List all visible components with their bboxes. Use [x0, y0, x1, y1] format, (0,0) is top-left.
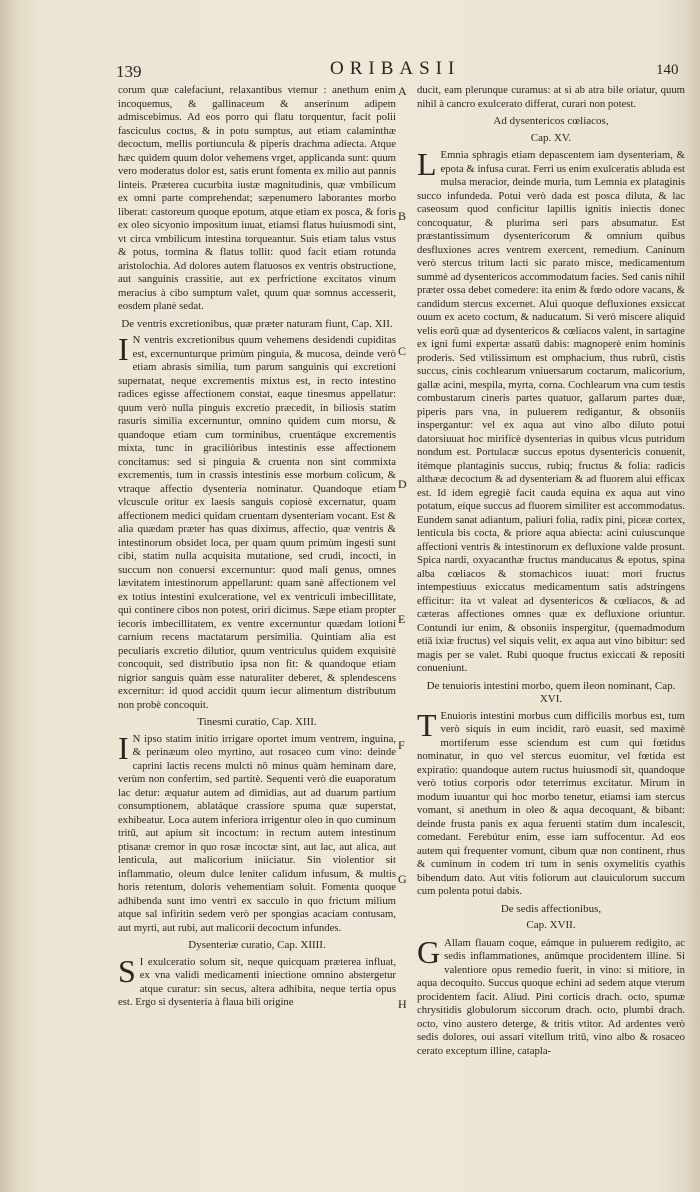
paragraph-text: N ipso statim initio irrigare oportet imum ventrem, inguina, & perinæum oleo myrtino, aut rosaceo cum vino: deinde caprini lactis recens mulcti nō minus quàm heminam dare, verùm non confertim, sed partitè. Sequenti verò die euaporatum lac detur: æquatur autem ad dimidias, aut ad duarum partium consumptionem, ablatáque crassiore spuma quæ superstat, exhibeatur. Loca autem inferiora irrigentur oleo in quo cuminum tritū, aut apium sit incoctum: in rectum autem intestinum ptisanæ cremor in quo rosæ incoctæ sint, aut lac, aut alica, aut lenticula, aut malicorium iniiciatur. Sin violentior sit inflammatio, oleum dulce leniter calidum infusum, & multis horis retentum, doloris vehementiam soluit. Fomenta quoque adhibenda sunt imo ventri ex sacculo in quo frictum milium atque sal infiritin sedem verò per spongias acaciam contusam, aut myrti, aut rubi, aut malicorii decoctum infundes. — [118, 732, 396, 934]
drop-cap: I — [118, 729, 129, 766]
paragraph — [417, 706, 685, 899]
chapter-heading: Ad dysentericos cœliacos, — [493, 115, 609, 127]
margin-letter: G — [398, 872, 407, 886]
page-number-left: 139 — [116, 62, 142, 81]
paragraph — [118, 952, 396, 1010]
running-title: ORIBASII — [330, 58, 461, 79]
paragraph — [118, 729, 396, 936]
margin-letters — [398, 84, 412, 1011]
paragraph — [417, 933, 685, 1059]
drop-cap: I — [118, 331, 129, 367]
chapter-number: Cap. XVII. — [526, 919, 576, 931]
drop-cap: G — [417, 933, 441, 970]
page-gutter-shadow — [0, 0, 18, 1192]
margin-letter: C — [398, 344, 407, 358]
paragraph: corum quæ calefaciunt, relaxantibus vtemur : anethum enim incoquemus, & gallinaceum & anserinum adipem admiscebimus. Ad eos porro qui flatu torquentur, facit polii fasciculus coctus, & in potu sumptus, aut etiam calaminthæ decoctum, mellis portiuncula & piperis drachma adiecta. Atque hæc quidem quum dolor vehemens vrget, applicanda sunt: quum vero moderatus dolor est, satis erunt fomenta ex milio aut pannis linteis. Præterea cucurbita iustæ magnitudinis, quæ vmbilicum ex omni parte comprehendat; sæpenumero laborantes morbo liberat: castoreum quoque epotum, atque etiam ex posca, & foris ex oleo sicyonio impositum iuuat, etiamsi flatus huiusmodi sint, vt circa vmbilicum intestina torqueantur. Suis etiam talus vstus & potus, tormina & flatus tollit: quod facit etiam rotunda aristolochia. Ad dolores autem flatuosos ex ventris obstructione, aut sanguinis crassitie, aut ex perfrictione excitatos vinum meracius à cibo sumptum valet, quum quæ somnus accesserit, eosdem planè sedat. — [118, 84, 396, 312]
paragraph — [417, 146, 685, 676]
right-column — [417, 84, 685, 1058]
chapter-heading: Tinesmi curatio, Cap. XIII. — [197, 716, 317, 728]
margin-letter: A — [398, 84, 407, 98]
left-column — [118, 84, 396, 1010]
margin-letter: H — [398, 997, 407, 1011]
paragraph-text: N ventris excretionibus quum vehemens desidendi cupiditas est, excernunturque primùm pinguia, & mucosa, deinde verò etiam abrasis similia, tum parum sanguinis qui excretioni supernatat, neque excrementis mixtus est, in recto intestino radices egisse affectionem constat, eaque tinesmus appellatur: quum verò nulla pinguis excretio præcedit, in biliosis statim rasuris similia excernuntur, omnino quidem cum morsu, & quandoque etiam cum torminibus, cruentáque excrementis mixta, tunc in graciliòribus intestinis esse affectionem concitamus: sed si pinguia & cruenta non sint commixta excrementis, tum in crassis intestinis esse morbum colicum, & vtraque affectio dysenteria nominatur. Quandoque etiam vlcuscule oritur ex laesis sanguis copiosè excernatur, quam affectionem medici quidam cruentam dysenteriam vocant. Est & alia quædam præter has quas diximus, affectio, quæ ventris & intestinorum obsidet loca, per quam quum primùm ingesti sunt cibi, statim nulla acquisita mutatione, sed crudi, incocti, in succum non conuersi excernuntur: quod mali genus, omnes lævitatem intestinorum appellarunt: quam sanè affectionem vel ex totius intestini exulceratione, vel ex ventriculi imbecillitate, qui continere cibos non potest, oriri dicimus. Sæpe etiam propter iecoris imbecillitatem, ex ventre excernuntur quædam lotioni carnium recens mactatarum persimilia. Quintiam alia est peculiaris excretio dilutior, quum ventriculus quidem exquisitè concoquit, sed distributio ipsa non fit: & quandoque etiam nigrior sanguis quàm esse naturaliter deberet, & splendescens excernitur: id quod accidit quum iecur alimentum distributum non probè concoquit. — [118, 334, 396, 711]
margin-letter: E — [398, 612, 406, 626]
chapter-heading: De ventris excretionibus, quæ præter naturam fiunt, Cap. XII. — [121, 317, 393, 330]
drop-cap: T — [417, 706, 437, 743]
paragraph: ducit, eam plerunque curamus: at si ab atra bile oriatur, quum nihil à cancro exulcerato differat, curari non potest. — [417, 84, 685, 110]
paragraph — [118, 331, 396, 712]
paragraph-text: Allam flauam coque, eámque in puluerem redigito, ac sedis inflammationes, anūmque procidentem illine. Si valentiore opus remedio fuerit, in vino: si mitiore, in aqua decoquito. Succus quoque echini ad sedem atque vterum procidentem facit. Aliud. Pini corticis drach. octo, spumæ chrysitidis globulorum siccorum drach. octo, plumbi drach. octo, vino austero deterge, & tritis vtitor. Ad ardentes verò sedis dolores, oui assari vitellum tritū, vino albo & rosaceo cerato exceptum illine, catapla- — [417, 936, 685, 1057]
chapter-heading: Dysenteriæ curatio, Cap. XIIII. — [188, 939, 326, 951]
page-number-right: 140 — [656, 62, 679, 78]
paragraph-text: I exulceratio solum sit, neque quicquam præterea influat, ex vna validi medicamenti iniectione omnino abstergetur atque curatur: sin secus, altera adhibita, neque tertia opus est. Ergo si dysenteria à flaua bili origine — [118, 955, 396, 1008]
chapter-heading: De tenuioris intestini morbo, quem ileon nominant, Cap. XVI. — [426, 679, 676, 705]
page-edge-shadow — [686, 0, 700, 1192]
margin-letter: F — [398, 738, 405, 752]
paragraph-text: Emnia sphragis etiam depascentem iam dysenteriam, & epota & infusa curat. Ferri us enim exulceratis abluda est mulsa meracior, deinde muria, tum Lemnia ex plataginis succo infundeda. Potui verò dada est posca diluta, & lac caseosum quod conficitur lapillis ignitis iniectis donec concoquatur, & plurima seri pars absumatur. Est præstantissimum dysentericorum & omnium quibus desfluxiones acres ventrem exercent, remedium. Caninum verò stercus tritum lacti sic parato misce, medicamentum summè ad dysentericos accommodatum facies. Sed canis nihil præter ossa debet comedere: ita enim & fœdo odore vacans, & candidum stercus excernet. Alui quoque defluxiones exsiccat ouum ex aceto coctum, & naducatum. Si verò miscere aliquid velis eorū quæ ad dysentericos & cœliacos valent, in sartagine ex igni fumi expertæ assatū dabis: magnoperè enim hominis proderis. Sed vtilissimum est omphacium, thus rubrū, cistis succus, cinis cochlearum vniuersarum coctarum, malicorium, gallæ acini, mespila, myrta, corna. Cochlearum vna cum testis combustarum cineris partes quatuor, gallarum partes duæ, piperis pars vna, in puluerem redigantur, & obsoniis inspergantur: vel ex aqua aut vino albo diluto potui datorsiuuat hoc mirificè dysenterias in quibus vlcus putridum nondum est. Portulacæ succus epotus dysentericis conuenit, itémque plantaginis succus, rubiq; fructus & folia: radicis althææ decoctum & ad dysenteriam & ad fluorem alui efficax est. Id idem egregiè facit cauda equina ex aqua aut vino potatum, eíque succus ad fluorem similiter est accommodatus. Eundem sanat adiantum, paliuri folia, radix pini, piceæ cortex, lenticula bis cocta, & priore aqua abiecta: acini cuiuscunque affectioni ventris & intestinorum ex defluxione valde prosunt. Spica nardi, oxyacanthæ fructus manducatus & epotus, spina alba cœliacos & stomachicos iuuat: mori fructus intempestiuus exiccatus medicamentum satis adstringens efficitur: ita vt valeat ad dysentericos & cœliacos, & ad cæteras affectiones omnes quæ ex defluxione oriuntur. Contundi iur enim, & obsoniis inspergitur, (quemadmodum etiā ixiæ fructus) vel siquis velit, ex aqua aut vino bibitur: sed magis per se valet. Rubi quoque fructus exiccati & repositi conueniunt. — [417, 149, 685, 674]
paragraph-text: Enuioris intestini morbus cum difficilis morbus est, tum verò siquis in eum incidit, rarò euasit, sed maximè mortiferum esse sciendum est cum qui fœtidus nominatur, in quo vel stercus euomitur, vel fœtida est expiratio: quandoque autem ructus huiusmodi sit, quandoque verò totius corporis odor teterrimus excitatur. Mirum in modum iuuantur qui hoc morbo tenetur, etiamsi iam stercus vomant, si anethum in oleo & aqua decoquant, & bibant: deinde frusta panis ex aqua feruenti statim dum incalescit, comedant. Ferebútur enim, esse iam suffocentur. Ad eos autem qui frequenter vomunt, cibum quæ non continent, rhus & cuminum in codem tri tum in senis oxymelitis cyathis bibendum dato. Aut vitis foliorum aut clauiculorum succum cum polenta potui dabis. — [417, 709, 685, 897]
chapter-number: Cap. XV. — [530, 131, 572, 144]
chapter-heading: De sedis affectionibus, — [500, 902, 602, 915]
drop-cap: S — [118, 952, 136, 989]
margin-letter: B — [398, 209, 407, 223]
margin-letter: D — [398, 477, 407, 491]
drop-cap: L — [417, 146, 437, 182]
page-header — [0, 54, 700, 84]
